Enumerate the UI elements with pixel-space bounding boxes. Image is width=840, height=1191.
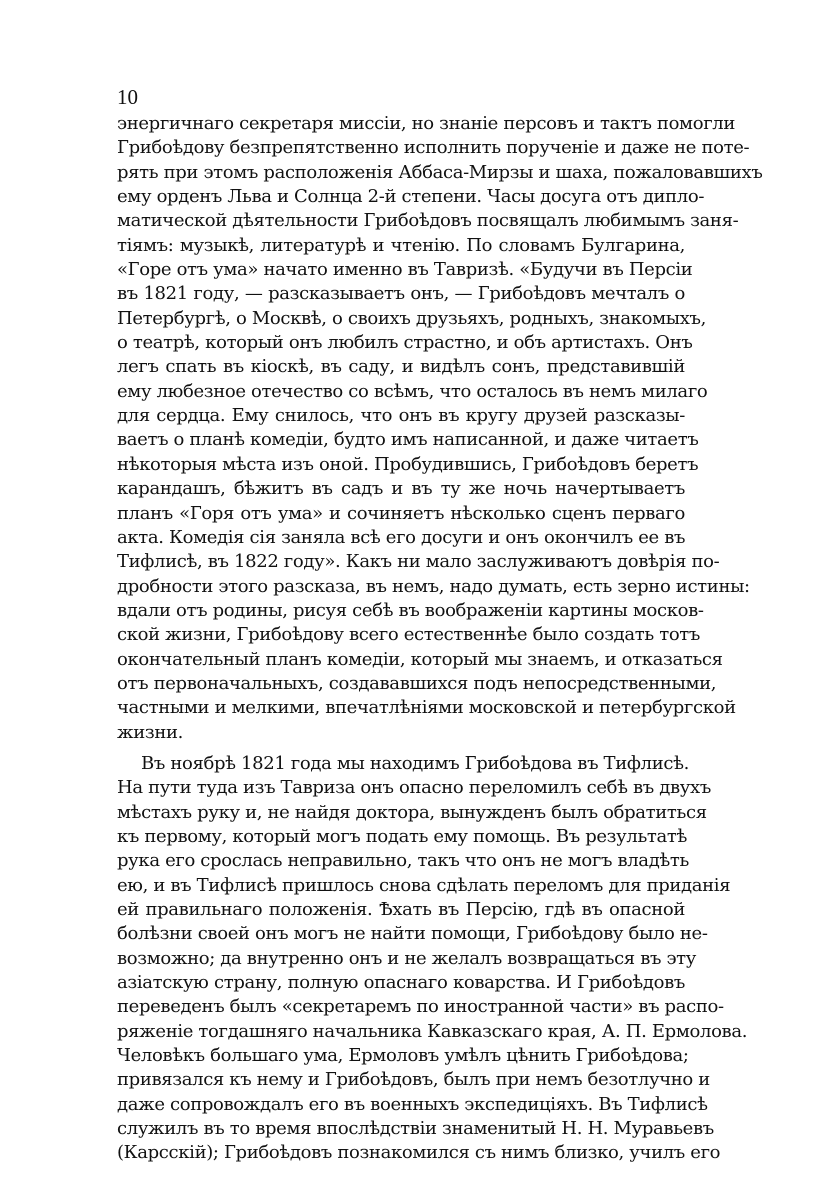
text-line: энергичнаго секретаря миссіи, но знаніе персовъ и тактъ помогли (117, 113, 736, 134)
text-line: ей правильнаго положенія. Ѣхать въ Персію, гдѣ въ опасной (117, 899, 685, 920)
text-line: Грибоѣдову безпрепятственно исполнить порученіе и даже не поте- (117, 137, 750, 159)
text-line: къ первому, который могъ подать ему помощь. Въ результатѣ (117, 825, 688, 847)
text-line: Петербургѣ, о Москвѣ, о своихъ друзьяхъ, родныхъ, знакомыхъ, (117, 307, 706, 329)
text-line: (Карсскій); Грибоѣдовъ познакомился съ нимъ близко, училъ его (117, 1142, 721, 1164)
text-line: матической дѣятельности Грибоѣдовъ посвящалъ любимымъ заня- (117, 210, 739, 232)
text-line: рука его срослась неправильно, такъ что онъ не могъ владѣть (117, 850, 689, 872)
text-line: дробности этого разсказа, въ немъ, надо думать, есть зерно истины: (117, 575, 750, 597)
text-line: въ 1821 году, — разсказываетъ онъ, — Грибоѣдовъ мечталъ о (117, 283, 685, 305)
text-line: ему орденъ Льва и Солнца 2-й степени. Часы досуга отъ дипло- (117, 186, 705, 208)
text-line: о театрѣ, который онъ любилъ страстно, и объ артистахъ. Онъ (117, 332, 693, 354)
text-line: Тифлисѣ, въ 1822 году». Какъ ни мало заслуживаютъ довѣрія по- (117, 551, 720, 573)
text-line: На пути туда изъ Тавриза онъ опасно переломилъ себѣ въ двухъ (117, 777, 711, 799)
text-line: карандашъ, бѣжитъ въ садъ и въ ту же ночь начертываетъ (117, 478, 685, 500)
text-line: для сердца. Ему снилось, что онъ въ кругу друзей разсказы- (117, 405, 685, 427)
text-line: мѣстахъ руку и, не найдя доктора, вынужденъ былъ обратиться (117, 801, 707, 823)
text-line: жизни. (117, 721, 183, 743)
text-line: акта. Комедія сія заняла всѣ его досуги и онъ окончилъ ее въ (117, 526, 686, 548)
text-line: служилъ въ то время впослѣдствіи знаменитый Н. Н. Муравьевъ (117, 1118, 714, 1140)
paragraph-gap (117, 745, 685, 752)
body-text (117, 112, 763, 1166)
paragraph (117, 752, 748, 1166)
text-line: возможно; да внутренно онъ и не желалъ возвращаться въ эту (117, 947, 697, 969)
text-line: окончательный планъ комедіи, который мы знаемъ, и отказаться (117, 648, 723, 670)
text-line: Человѣкъ большаго ума, Ермоловъ умѣлъ цѣнить Грибоѣдова; (117, 1045, 689, 1067)
text-line: ему любезное отечество со всѣмъ, что осталось въ немъ милаго (117, 380, 708, 402)
text-line: отъ первоначальныхъ, создававшихся подъ непосредственными, (117, 672, 717, 694)
paragraph (117, 112, 763, 745)
text-line: легъ спать въ кіоскѣ, въ саду, и видѣлъ сонъ, представившій (117, 356, 685, 378)
text-line: «Горе отъ ума» начато именно въ Тавризѣ. «Будучи въ Персіи (117, 259, 693, 281)
text-line: рять при этомъ расположенія Аббаса-Мирзы и шаха, пожаловавшихъ (117, 161, 763, 183)
text-line: ею, и въ Тифлисѣ пришлось снова сдѣлать переломъ для приданія (117, 874, 731, 896)
text-line: даже сопровождалъ его въ военныхъ экспедиціяхъ. Въ Тифлисѣ (117, 1093, 708, 1115)
text-line: привязался къ нему и Грибоѣдовъ, былъ при немъ безотлучно и (117, 1069, 710, 1091)
page-number: 10 (117, 85, 138, 109)
text-line: тіямъ: музыкѣ, литературѣ и чтенію. По словамъ Булгарина, (117, 234, 685, 256)
text-line: азіатскую страну, полную опаснаго коварства. И Грибоѣдовъ (117, 972, 685, 994)
text-line: частными и мелкими, впечатлѣніями московской и петербургской (117, 697, 736, 719)
text-line: переведенъ былъ «секретаремъ по иностранной части» въ распо- (117, 996, 724, 1018)
text-line: вдали отъ родины, рисуя себѣ въ воображеніи картины москов- (117, 599, 704, 621)
text-line: нѣкоторыя мѣста изъ оной. Пробудившись, Грибоѣдовъ беретъ (117, 453, 699, 475)
text-line: планъ «Горя отъ ума» и сочиняетъ нѣсколько сценъ перваго (117, 502, 685, 524)
text-line: болѣзни своей онъ могъ не найти помощи, Грибоѣдову было не- (117, 923, 708, 945)
text-line: ряженіе тогдашняго начальника Кавказскаго края, А. П. Ермолова. (117, 1020, 748, 1042)
text-line: ской жизни, Грибоѣдову всего естественнѣе было создать тотъ (117, 624, 701, 646)
text-line: ваетъ о планѣ комедіи, будто имъ написанной, и даже читаетъ (117, 429, 699, 451)
text-line: Въ ноябрѣ 1821 года мы находимъ Грибоѣдова въ Тифлисѣ. (141, 752, 689, 774)
